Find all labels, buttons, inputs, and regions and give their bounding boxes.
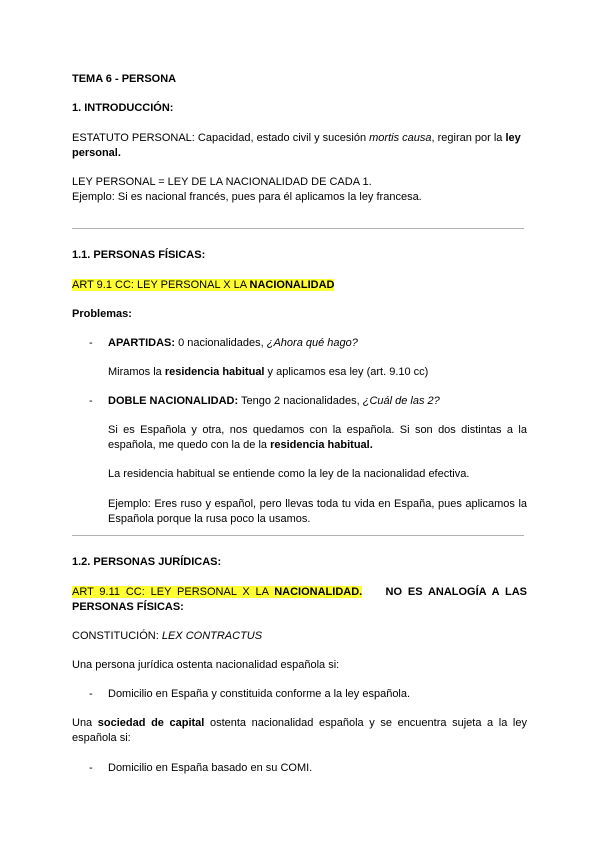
section-1-heading: 1. INTRODUCCIÓN: bbox=[72, 102, 174, 114]
doble-paragraph-3: Ejemplo: Eres ruso y español, pero llevas toda tu vida en España, pues aplicamos la Española porque la rusa poco la usamos. bbox=[108, 498, 527, 525]
doble-label: DOBLE NACIONALIDAD: bbox=[108, 395, 239, 407]
apartidas-detail-b: y aplicamos esa ley (art. 9.10 cc) bbox=[264, 366, 429, 378]
divider-2 bbox=[72, 535, 524, 536]
persona-juridica-line: Una persona jurídica ostenta nacionalidad española si: bbox=[72, 659, 340, 671]
art-9-11-highlight bbox=[72, 586, 362, 598]
pj-bullet-item: Domicilio en España y constituida conforme a la ley española. bbox=[108, 688, 411, 700]
art-9-11-nacionalidad: NACIONALIDAD. bbox=[274, 586, 363, 598]
estatuto-lead: ESTATUTO PERSONAL: Capacidad, estado civil y sucesión bbox=[72, 132, 370, 144]
doble-text: Tengo 2 nacionalidades, bbox=[238, 395, 363, 407]
bullet-dash: - bbox=[89, 395, 93, 407]
apartidas-detail-a: Miramos la bbox=[108, 366, 165, 378]
sc-text-b: ostenta nacionalidad española y se encuentra sujeta a la ley española si: bbox=[72, 717, 527, 744]
sc-text-a: Una bbox=[72, 717, 98, 729]
residencia-habitual-bold: residencia habitual bbox=[164, 366, 265, 378]
bullet-dash: - bbox=[89, 688, 93, 700]
doble-paragraph-2: La residencia habitual se entiende como la ley de la nacionalidad efectiva. bbox=[108, 468, 470, 480]
sc-bullet-item: Domicilio en España basado en su COMI. bbox=[108, 762, 313, 774]
art-9-1-highlight bbox=[72, 279, 334, 291]
estatuto-mid: , regiran por la bbox=[431, 132, 506, 144]
doble-question: ¿Cuál de las 2? bbox=[362, 395, 440, 407]
divider-1 bbox=[72, 228, 524, 229]
bullet-dash: - bbox=[89, 337, 93, 349]
art-9-11-text: ART 9.11 CC: LEY PERSONAL X LA bbox=[72, 586, 275, 598]
apartidas-question: ¿Ahora qué hago? bbox=[266, 337, 358, 349]
bullet-dash: - bbox=[89, 762, 93, 774]
apartidas-label: APARTIDAS: bbox=[108, 337, 176, 349]
doble-p1-bold: residencia habitual. bbox=[270, 439, 373, 451]
sociedad-capital-bold: sociedad de capital bbox=[97, 717, 205, 729]
estatuto-paragraph bbox=[72, 131, 527, 161]
apartidas-item bbox=[108, 336, 527, 351]
apartidas-detail bbox=[108, 365, 527, 380]
art-9-1-line bbox=[72, 278, 527, 293]
problemas-label: Problemas: bbox=[72, 308, 132, 320]
doble-p1-text: Si es Española y otra, nos quedamos con la española. Si son dos distintas a la española, me quedo con la de la bbox=[108, 424, 527, 451]
section-1-1-heading: 1.1. PERSONAS FÍSICAS: bbox=[72, 249, 206, 261]
art-9-1-text: ART 9.1 CC: LEY PERSONAL X LA bbox=[72, 279, 250, 291]
constitucion-label: CONSTITUCIÓN: bbox=[72, 630, 162, 642]
art-9-11-paragraph bbox=[72, 585, 527, 615]
sociedad-capital-paragraph bbox=[72, 716, 527, 746]
ley-personal-line: LEY PERSONAL = LEY DE LA NACIONALIDAD DE CADA 1. bbox=[72, 176, 372, 188]
mortis-causa-text: mortis causa bbox=[369, 132, 432, 144]
doble-nacionalidad-item bbox=[108, 394, 527, 409]
section-1-2-heading: 1.2. PERSONAS JURÍDICAS: bbox=[72, 556, 222, 568]
ejemplo-frances-line: Ejemplo: Si es nacional francés, pues para él aplicamos la ley francesa. bbox=[72, 191, 422, 203]
ley-personal-bold: ley personal. bbox=[72, 132, 521, 159]
doble-paragraph-1 bbox=[108, 423, 527, 453]
constitucion-line bbox=[72, 629, 527, 644]
document-title: TEMA 6 - PERSONA bbox=[72, 73, 177, 85]
art-9-1-nacionalidad: NACIONALIDAD bbox=[249, 279, 335, 291]
lex-contractus-text: LEX CONTRACTUS bbox=[161, 630, 263, 642]
apartidas-text: 0 nacionalidades, bbox=[175, 337, 267, 349]
no-analogia-text: NO ES ANALOGÍA A LAS PERSONAS FÍSICAS: bbox=[72, 586, 527, 613]
